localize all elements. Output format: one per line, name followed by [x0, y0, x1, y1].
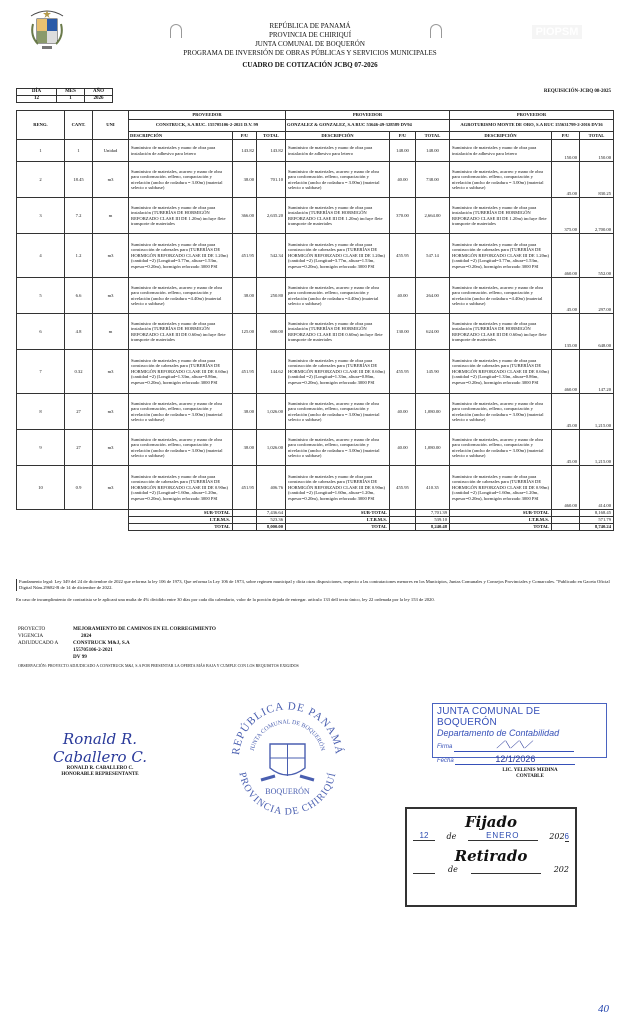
uni-cell: m3 [93, 466, 129, 510]
adjudicado-ruc: 155705106-2-2021 [73, 647, 113, 653]
uni-cell: m3 [93, 278, 129, 314]
itbms-value-3: 571.79 [580, 517, 614, 524]
cant-cell: 1 [65, 140, 93, 162]
cant-cell: 0.9 [65, 466, 93, 510]
document-header [150, 22, 470, 70]
retirado-label: Retirado [454, 847, 528, 865]
stamp-fecha-label: Fecha [437, 758, 454, 764]
vigencia-label: VIGENCIA [18, 633, 44, 639]
totals-row-itbms [17, 517, 614, 524]
total-cell-1: 600.00 [257, 314, 286, 350]
subtotal-label-2: SUB-TOTAL [286, 510, 390, 517]
unit-price-cell-1: 366.00 [233, 198, 257, 234]
description-cell-2: Suministro de materiales y mano de obra para construcción de cabezales para (TUBERÍAS DE HORMIGÓN REFORZADO CLASE III DE 0.60m) (cantidad =2) (Longitud=1.33m, altura=0.86m, espesor=0.20m), hormigón reforzado 3000 PSI [286, 350, 390, 394]
unit-price-cell-2: 40.00 [390, 278, 416, 314]
representative-title: HONORABLE REPRESENTANTE [61, 772, 139, 777]
unit-price-cell-1: 38.00 [233, 394, 257, 430]
reng-cell: 5 [17, 278, 65, 314]
description-cell-3: Suministro de materiales y mano de obra para instalación de adhesivo para letrero [450, 140, 552, 162]
fijado-month: ENERO [468, 831, 538, 841]
observacion: OBSERVACIÓN: PROYECTO ADJUDICADO A CONSTRUCK M&J, S.A POR PRESENTAR LA OFERTA MÁS BAJA Y CUMPLE CON LOS REQUISITOS EXIGIDOS [18, 663, 299, 668]
table-row [17, 140, 614, 162]
cant-cell: 27 [65, 430, 93, 466]
description-cell-2: Suministro de materiales, acarreo y mano de obra para conformación. relleno, compactación y nivelación (ancho de rodadura =4.40m) (material selecto o subbase) [286, 278, 390, 314]
unit-price-cell-1: 451.95 [233, 350, 257, 394]
total-cell-1: 144.62 [257, 350, 286, 394]
reng-cell: 4 [17, 234, 65, 278]
reng-cell: 1 [17, 140, 65, 162]
total-cell-1: 1,026.00 [257, 430, 286, 466]
table-row [17, 394, 614, 430]
description-cell-3: Suministro de materiales, acarreo y mano de obra para conformación. relleno, compactación y nivelación (ancho de rodadura =4.40m) (material selecto o subbase) [450, 278, 552, 314]
cant-cell: 0.32 [65, 350, 93, 394]
retirado-de: de [447, 865, 458, 874]
description-cell-2: Suministro de materiales, acarreo y mano de obra para conformación. relleno, compactación y nivelación (ancho de rodadura = 3.00m) (material selecto o subbase) [286, 162, 390, 198]
total-cell-2: 738.00 [416, 162, 450, 198]
description-cell-1: Suministro de materiales, acarreo y mano de obra para conformación, relleno, compactación y nivelación (ancho de rodadura = 3.00m) (material selecto o subbase) [129, 394, 233, 430]
seal-inner-text: JUNTA COMUNAL DE BOQUERÓN [249, 719, 326, 752]
itbms-label-1: I.T.B.M.S. [129, 517, 233, 524]
proveedor-header-2: PROVEEDOR [286, 111, 450, 120]
requisicion: REQUISICIÓN-JCBQ 08-2025 [543, 89, 611, 94]
header-line-2: PROVINCIA DE CHIRIQUÍ [268, 31, 352, 39]
watermark: PIOPSM [532, 25, 582, 39]
junta-comunal-logo [26, 4, 68, 54]
reng-cell: 9 [17, 430, 65, 466]
unit-price-cell-3: 45.00 [552, 162, 580, 198]
cant-cell: 1.2 [65, 234, 93, 278]
uni-cell: m3 [93, 162, 129, 198]
description-cell-3: Suministro de materiales, acarreo y mano de obra para conformación. relleno, compactación y nivelación (ancho de rodadura = 3.00m) (material selecto o subbase) [450, 430, 552, 466]
reng-cell: 2 [17, 162, 65, 198]
total-header-3: TOTAL [580, 131, 614, 140]
unit-price-cell-3: 460.00 [552, 466, 580, 510]
unit-price-cell-1: 38.00 [233, 430, 257, 466]
description-cell-1: Suministro de materiales y mano de obra para instalación (TUBERÍAS DE HORMIGÓN REFORZADO CLASE III DE 0.60m) incluye flete transporte de materiales [129, 314, 233, 350]
description-cell-3: Suministro de materiales y mano de obra para construcción de cabezales para (TUBERÍAS DE HORMIGÓN REFORZADO CLASE III DE 0.90m) (cantidad =2) (Longitud=1.60m, altura=1.20m, espesor=0.20m), hormigón reforzado 3000 PSI [450, 466, 552, 510]
unit-price-cell-3: 460.00 [552, 234, 580, 278]
description-cell-1: Suministro de materiales, acarreo y mano de obra para conformación. relleno, compactación y nivelación (ancho de rodadura = 3.00m) (material selecto o subbase) [129, 430, 233, 466]
table-row [17, 350, 614, 394]
total-cell-3: 552.00 [580, 234, 614, 278]
unit-price-cell-2: 40.00 [390, 430, 416, 466]
cant-cell: 27 [65, 394, 93, 430]
unit-price-cell-3: 45.00 [552, 394, 580, 430]
unit-price-cell-3: 150.00 [552, 140, 580, 162]
description-cell-3: Suministro de materiales y mano de obra para construcción de cabezales para (TUBERÍAS DE HORMIGÓN REFORZADO CLASE III DE 1.20m) (cantidad =2) (Longitud=3.77m, altura=1.53m, espesor=0.20m), hormigón reforzado 3000 PSI [450, 234, 552, 278]
description-cell-1: Suministro de materiales, acarreo y mano de obra para conformación. relleno, compactación y nivelación (ancho de rodadura = 3.00m) (material selecto o subbase) [129, 162, 233, 198]
total-cell-2: 264.00 [416, 278, 450, 314]
dia-value: 12 [17, 96, 57, 103]
subtotal-value-1: 7,436.64 [257, 510, 286, 517]
fijado-day: 12 [413, 831, 435, 841]
total-cell-2: 1,080.00 [416, 394, 450, 430]
mes-label: MES [57, 89, 85, 96]
description-cell-2: Suministro de materiales y mano de obra para instalación (TUBERÍAS DE HORMIGÓN REFORZADO CLASE III DE 1.20m) incluye flete transporte de materiales [286, 198, 390, 234]
total-cell-3: 1,215.00 [580, 430, 614, 466]
uni-cell: Unidad [93, 140, 129, 162]
desc-header-3: DESCRIPCIÓN [450, 131, 552, 140]
reng-cell: 10 [17, 466, 65, 510]
subtotal-value-3: 8,168.45 [580, 510, 614, 517]
uni-cell: m3 [93, 394, 129, 430]
unit-price-cell-2: 130.00 [390, 314, 416, 350]
fijado-label: Fijado [465, 813, 517, 831]
total-cell-2: 1,080.00 [416, 430, 450, 466]
total-cell-3: 150.00 [580, 140, 614, 162]
itbms-label-2: I.T.B.M.S. [286, 517, 390, 524]
cant-cell: 4.8 [65, 314, 93, 350]
cant-header: CANT. [65, 111, 93, 140]
total-cell-2: 148.00 [416, 140, 450, 162]
desc-header-2: DESCRIPCIÓN [286, 131, 390, 140]
reng-cell: 6 [17, 314, 65, 350]
description-cell-2: Suministro de materiales, acarreo y mano de obra para conformación, relleno, compactación y nivelación (ancho de rodadura = 3.00m) (material selecto o subbase) [286, 430, 390, 466]
stamp-fecha-value: 12/1/2026 [455, 754, 575, 765]
legal-basis: Fundamento legal: Ley 349 del 24 de diciembre de 2022 que reforma la ley 106 de 1973, Que reforma la Ley 106 de 1973, sobre regimen municipal y dicta otras disposiciones, respecto a las contrataciones menores en los Municipios, Juntas Comunales y Consejos Provinciales y Comarcales. "Publicado en Gaceta Oficial Digital Núm.29682-B de 14 de diciembre de 2022. [16, 579, 611, 591]
uni-cell: m3 [93, 234, 129, 278]
itbms-value-1: 523.36 [257, 517, 286, 524]
unit-price-cell-2: 455.95 [390, 350, 416, 394]
accountant-title: CONTABLE [516, 774, 544, 779]
reng-cell: 3 [17, 198, 65, 234]
unit-price-cell-3: 460.00 [552, 350, 580, 394]
unit-price-cell-3: 45.00 [552, 430, 580, 466]
total-cell-1: 701.10 [257, 162, 286, 198]
total-cell-1: 1,026.00 [257, 394, 286, 430]
provider-name-1: CONSTRUCK, S.A RUC. 155705106-2-2021 D.V. 99 [129, 119, 286, 131]
vigencia-value: 2024 [81, 633, 92, 639]
total-header-1: TOTAL [257, 131, 286, 140]
total-cell-2: 547.14 [416, 234, 450, 278]
reng-cell: 7 [17, 350, 65, 394]
total-cell-2: 624.00 [416, 314, 450, 350]
pu-header-1: P/U [233, 131, 257, 140]
total-cell-1: 143.82 [257, 140, 286, 162]
accountant-block [470, 768, 590, 780]
uni-cell: m [93, 314, 129, 350]
proyecto-value: MEJORAMIENTO DE CAMINOS EN EL CORREGIMIENTO [73, 626, 216, 632]
description-cell-3: Suministro de materiales, acarreo y mano de obra para conformación. relleno, compactación y nivelación (ancho de rodadura = 3.00m) (material selecto o subbase) [450, 162, 552, 198]
itbms-value-2: 539.10 [416, 517, 450, 524]
description-cell-3: Suministro de materiales y mano de obra para instalación (TUBERÍAS DE HORMIGÓN REFORZADO CLASE III DE 1.20m) incluye flete transporte de materiales [450, 198, 552, 234]
unit-price-cell-1: 143.82 [233, 140, 257, 162]
pu-header-3: P/U [552, 131, 580, 140]
uni-cell: m3 [93, 350, 129, 394]
total-cell-2: 2,664.00 [416, 198, 450, 234]
total-cell-2: 145.90 [416, 350, 450, 394]
table-row [17, 198, 614, 234]
unit-price-cell-1: 125.00 [233, 314, 257, 350]
cant-cell: 18.45 [65, 162, 93, 198]
official-seal [225, 696, 350, 821]
adjudicado-dv: DV 99 [73, 654, 87, 660]
fijado-year-prefix: 202 [549, 832, 565, 841]
totals-row-subtotal [17, 510, 614, 517]
total-cell-1: 542.34 [257, 234, 286, 278]
total-cell-3: 648.00 [580, 314, 614, 350]
totals-row-total [17, 524, 614, 531]
total-cell-3: 147.20 [580, 350, 614, 394]
document-title: CUADRO DE COTIZACIÓN JCBQ 07-2026 [242, 61, 378, 69]
subtotal-value-2: 7,701.39 [416, 510, 450, 517]
description-cell-2: Suministro de materiales, acarreo y mano de obra para conformación, relleno, compactación y nivelación (ancho de rodadura = 3.00m) (material selecto o subbase) [286, 394, 390, 430]
seal-outer-text: REPÚBLICA DE PANAMÁ [229, 700, 346, 756]
description-cell-1: Suministro de materiales y mano de obra para construcción de cabezales para (TUBERÍAS DE HORMIGÓN REFORZADO CLASE III DE 0.60m) (cantidad =2) (Longitud=1.33m, altura=0.86m, espesor=0.20m), hormigón reforzado 3000 PSI [129, 350, 233, 394]
unit-price-cell-2: 40.00 [390, 162, 416, 198]
unit-price-cell-2: 40.00 [390, 394, 416, 430]
table-row [17, 430, 614, 466]
seal-bottom-text: PROVINCIA DE CHIRIQUÍ [236, 771, 339, 818]
total-cell-3: 414.00 [580, 466, 614, 510]
total-cell-3: 830.25 [580, 162, 614, 198]
uni-cell: m [93, 198, 129, 234]
representative-name: RONALD R. CABALLERO C. [66, 766, 134, 771]
page-number: 40 [598, 1003, 609, 1015]
unit-price-cell-2: 455.95 [390, 234, 416, 278]
unit-price-cell-1: 451.95 [233, 466, 257, 510]
representative-signature-block [30, 730, 170, 778]
total-value-2: 8,240.48 [416, 524, 450, 531]
total-cell-1: 406.76 [257, 466, 286, 510]
total-cell-2: 410.35 [416, 466, 450, 510]
handwritten-signature: Ronald R. Caballero C. [52, 730, 148, 766]
date-table [16, 88, 113, 103]
subtotal-label-1: SUB-TOTAL [129, 510, 233, 517]
subtotal-label-3: SUB-TOTAL [450, 510, 552, 517]
header-line-1: REPÚBLICA DE PANAMÁ [269, 22, 351, 30]
unit-price-cell-1: 451.95 [233, 234, 257, 278]
stamp-line-1: JUNTA COMUNAL DE BOQUERÓN [437, 706, 541, 728]
reng-header: RENG. [17, 111, 65, 140]
total-label-1: TOTAL [129, 524, 233, 531]
accountant-name: LIC. YELENIS MEDINA [502, 768, 558, 773]
stamp-firma-label: Firma [437, 744, 453, 750]
description-cell-2: Suministro de materiales y mano de obra para construcción de cabezales para (TUBERÍAS DE HORMIGÓN REFORZADO CLASE III DE 0.90m) (cantidad =2) (Longitud=1.60m, altura=1.20m, espesor=0.20m), hormigón reforzado 3000 PSI [286, 466, 390, 510]
description-cell-2: Suministro de materiales y mano de obra para instalación de adhesivo para letrero [286, 140, 390, 162]
header-line-3: JUNTA COMUNAL DE BOQUERÓN [255, 40, 365, 48]
table-row [17, 466, 614, 510]
table-row [17, 314, 614, 350]
unit-price-cell-2: 455.95 [390, 466, 416, 510]
unit-price-cell-2: 370.00 [390, 198, 416, 234]
total-label-2: TOTAL [286, 524, 390, 531]
posting-stamp [405, 807, 577, 907]
penalty-clause: En caso de incumplimiento de contratista se le aplicará una multa de 4% dividido entre 30 días por cada día calendario, valor de la porción dejada de entregar. artículo 133 dell texto único, ley 22 ordenada por la ley 153 de 2020. [16, 597, 435, 602]
retirado-year: 202 [553, 865, 569, 874]
unit-price-cell-2: 148.00 [390, 140, 416, 162]
description-cell-3: Suministro de materiales y mano de obra para construcción de cabezales para (TUBERÍAS DE HORMIGÓN REFORZADO CLASE III DE 0.60m) (cantidad =2) (Longitud=1.33m, altura=0.86m, espesor=0.20m), hormigón reforzado 3000 PSI [450, 350, 552, 394]
description-cell-1: Suministro de materiales y mano de obra para construcción de cabezales para (TUBERÍAS DE HORMIGÓN REFORZADO CLASE III DE 1.20m) (cantidad =2) (Longitud=3.77m, altura=1.53m, espesor=0.20m), hormigón reforzado 3000 PSI [129, 234, 233, 278]
total-cell-1: 250.80 [257, 278, 286, 314]
total-cell-3: 297.00 [580, 278, 614, 314]
proveedor-header-3: PROVEEDOR [450, 111, 614, 120]
itbms-label-3: I.T.B.M.S. [450, 517, 552, 524]
proyecto-label: PROYECTO [18, 626, 46, 632]
table-row [17, 234, 614, 278]
description-cell-2: Suministro de materiales y mano de obra para construcción de cabezales para (TUBERÍAS DE HORMIGÓN REFORZADO CLASE III DE 1.20m) (cantidad =2) (Longitud=3.77m, altura=1.53m, espesor=0.20m), hormigón reforzado 3000 PSI [286, 234, 390, 278]
header-line-4: PROGRAMA DE INVERSIÓN DE OBRAS PÚBLICAS Y SERVICIOS MUNICIPALES [183, 49, 437, 57]
adjudicado-value: CONSTRUCK M&J, S.A [73, 640, 130, 646]
total-cell-3: 1,215.00 [580, 394, 614, 430]
total-label-3: TOTAL [450, 524, 552, 531]
cant-cell: 6.6 [65, 278, 93, 314]
table-row [17, 278, 614, 314]
description-cell-1: Suministro de materiales y mano de obra para instalación de adhesivo para letrero [129, 140, 233, 162]
table-row [17, 162, 614, 198]
fijado-year-suffix: 6 [564, 832, 569, 841]
reng-cell: 8 [17, 394, 65, 430]
uni-header: UNI [93, 111, 129, 140]
project-info [18, 626, 216, 661]
unit-price-cell-3: 135.00 [552, 314, 580, 350]
uni-cell: m3 [93, 430, 129, 466]
total-value-1: 8,000.00 [257, 524, 286, 531]
unit-price-cell-1: 38.00 [233, 278, 257, 314]
description-cell-1: Suministro de materiales, acarreo y mano de obra para conformación. relleno, compactación y nivelación (ancho de rodadura =4.40m) (material selecto o subbase) [129, 278, 233, 314]
description-cell-3: Suministro de materiales y mano de obra para instalación (TUBERÍAS DE HORMIGÓN REFORZADO CLASE III DE 0.60m) incluye flete transporte de materiales [450, 314, 552, 350]
mes-value: 1 [57, 96, 85, 103]
dia-label: DÍA [17, 89, 57, 96]
provider-name-2: GONZALEZ & GONZALEZ, S.A RUC 53646-49-328589 DV94 [286, 119, 450, 131]
stamp-line-2: Departamento de Contabilidad [437, 728, 560, 738]
total-value-3: 8,740.24 [580, 524, 614, 531]
quotation-table [16, 110, 614, 531]
accounting-stamp: JUNTA COMUNAL DE BOQUERÓN Departamento de Contabilidad Firma ⟋⟍⟋⟍⟋ Fecha 12/1/2026 [432, 703, 607, 758]
adjudicado-label: ADJUDUCADO A [18, 640, 59, 646]
description-cell-3: Suministro de materiales, acarreo y mano de obra para conformación, relleno, compactación y nivelación (ancho de rodadura = 3.00m) (material selecto o subbase) [450, 394, 552, 430]
total-cell-1: 2,635.20 [257, 198, 286, 234]
description-cell-2: Suministro de materiales y mano de obra para instalación (TUBERÍAS DE HORMIGÓN REFORZADO CLASE III DE 0.60m) incluye flete transporte de materiales [286, 314, 390, 350]
proveedor-header-1: PROVEEDOR [129, 111, 286, 120]
total-cell-3: 2,700.00 [580, 198, 614, 234]
ano-value: 2026 [85, 96, 113, 103]
total-header-2: TOTAL [416, 131, 450, 140]
fijado-de: de [446, 832, 457, 841]
description-cell-1: Suministro de materiales y mano de obra para construcción de cabezales para (TUBERÍAS DE HORMIGÓN REFORZADO CLASE III DE 0.90m) (cantidad =2) (Longitud=1.60m, altura=1.20m, espesor=0.20m), hormigón reforzado 3000 PSI [129, 466, 233, 510]
provider-name-3: AGROTURISMO MONTE DE ORO, S.A RUC 155631799-2-2016 DV36 [450, 119, 614, 131]
seal-center-text: BOQUERÓN [265, 787, 310, 796]
ano-label: AÑO [85, 89, 113, 96]
description-cell-1: Suministro de materiales y mano de obra para instalación (TUBERÍAS DE HORMIGÓN REFORZADO CLASE III DE 1.20m) incluye flete transporte de materiales [129, 198, 233, 234]
cant-cell: 7.2 [65, 198, 93, 234]
pu-header-2: P/U [390, 131, 416, 140]
desc-header-1: DESCRIPCIÓN [129, 131, 233, 140]
unit-price-cell-3: 45.00 [552, 278, 580, 314]
unit-price-cell-3: 375.00 [552, 198, 580, 234]
unit-price-cell-1: 38.00 [233, 162, 257, 198]
